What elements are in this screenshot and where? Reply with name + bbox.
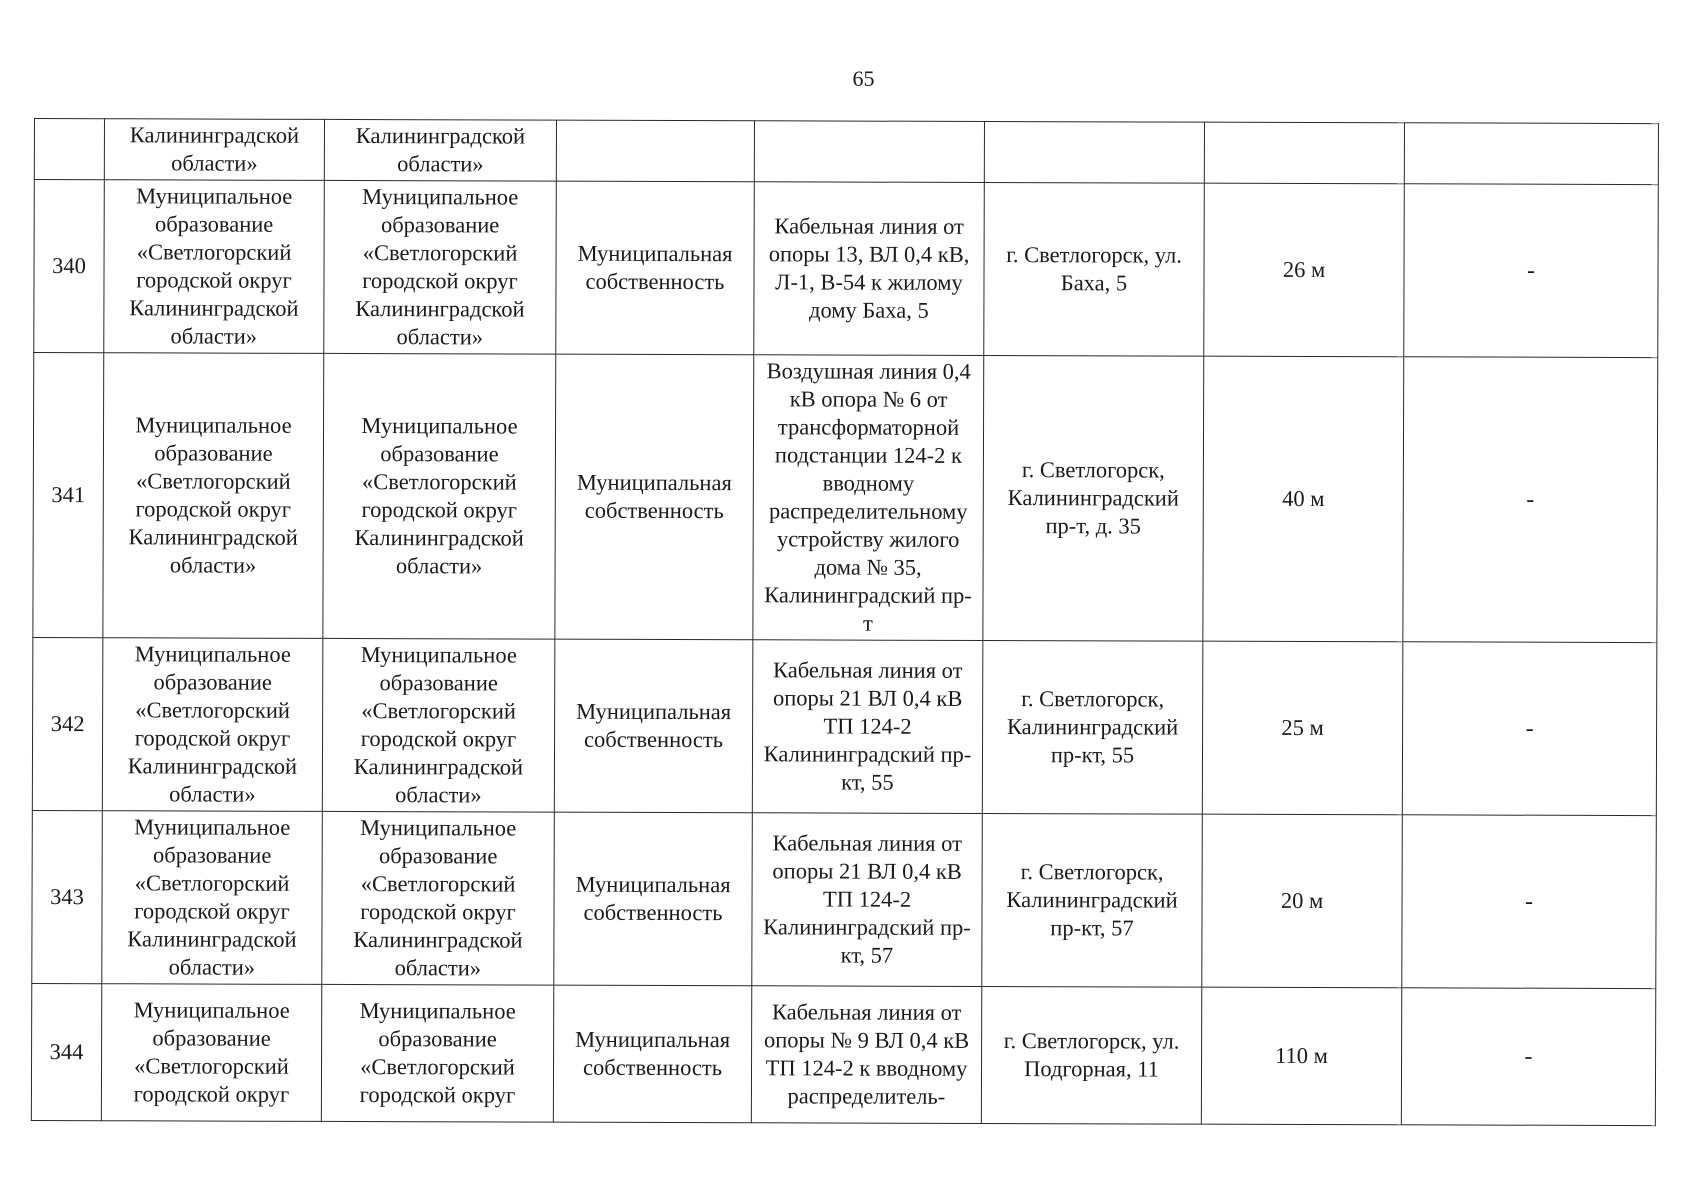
property-registry-table (31, 118, 1659, 1126)
cell-number: 341 (33, 353, 104, 638)
cell-address: г. Светлогорск, ул. Подгорная, 11 (981, 986, 1201, 1124)
cell-number: 344 (31, 983, 101, 1120)
cell-ownership: Муниципальная собственность (554, 812, 753, 986)
cell-note (1404, 123, 1658, 185)
cell-address: г. Светлогорск, Калининградский пр-кт, 55 (982, 640, 1203, 814)
table-row (34, 180, 1659, 358)
cell-owner: Муниципальное образование «Светлогорский городской округ Калининградской области» (322, 811, 555, 985)
table-row-continuation (34, 119, 1658, 185)
cell-note: - (1401, 988, 1655, 1126)
cell-object: Воздушная линия 0,4 кВ опора № 6 от трансформаторной подстанции 124-2 к вводному распределительному устройству жилого дома № 35, Калининградский пр-т (753, 355, 984, 641)
cell-object: Кабельная линия от опоры 13, ВЛ 0,4 кВ, Л-1, В-54 к жилому дому Баха, 5 (754, 182, 985, 356)
cell-note: - (1402, 815, 1657, 989)
cell-owner: Калининградской области» (324, 119, 556, 181)
cell-owner: Муниципальное образование «Светлогорский городской округ Калининградской области» (322, 638, 555, 812)
cell-holder: Муниципальное образование «Светлогорский городской округ Калининградской области» (102, 811, 323, 985)
cell-length: 26 м (1204, 183, 1405, 357)
table-row (32, 637, 1657, 815)
table-row (32, 810, 1657, 988)
cell-number (34, 119, 104, 180)
cell-object: Кабельная линия от опоры 21 ВЛ 0,4 кВ ТП 124-2 Калининградский пр-кт, 55 (752, 640, 983, 814)
cell-object: Кабельная линия от опоры 21 ВЛ 0,4 кВ ТП 124-2 Калининградский пр-кт, 57 (752, 813, 983, 987)
cell-owner: Муниципальное образование «Светлогорский городской округ Калининградской области» (324, 180, 557, 354)
cell-length: 40 м (1203, 356, 1404, 642)
cell-note: - (1402, 642, 1657, 816)
cell-holder: Калининградской области» (104, 119, 324, 181)
page-number: 65 (852, 66, 875, 91)
cell-number: 340 (34, 180, 105, 353)
cell-owner: Муниципальное образование «Светлогорский городской округ Калининградской области» (323, 353, 556, 639)
cell-ownership: Муниципальная собственность (554, 639, 753, 813)
cell-length: 110 м (1201, 987, 1401, 1125)
table-row (33, 353, 1658, 643)
cell-note: - (1403, 357, 1658, 643)
cell-address: г. Светлогорск, Калининградский пр-т, д. 35 (983, 355, 1204, 641)
cell-number: 343 (32, 810, 103, 983)
cell-length (1204, 122, 1404, 184)
cell-ownership: Муниципальная собственность (553, 985, 751, 1123)
cell-address (984, 121, 1204, 183)
cell-length: 25 м (1202, 641, 1403, 815)
table-row (31, 983, 1655, 1125)
cell-ownership (556, 120, 754, 182)
cell-owner: Муниципальное образование «Светлогорский городской округ (321, 984, 553, 1122)
cell-ownership: Муниципальная собственность (556, 181, 755, 355)
cell-length: 20 м (1202, 814, 1403, 988)
cell-note: - (1404, 184, 1659, 358)
cell-address: г. Светлогорск, ул. Баха, 5 (984, 182, 1205, 356)
cell-holder: Муниципальное образование «Светлогорский городской округ Калининградской области» (102, 638, 323, 812)
cell-object (754, 121, 984, 183)
cell-holder: Муниципальное образование «Светлогорский городской округ Калининградской области» (104, 180, 325, 354)
cell-number: 342 (32, 637, 103, 810)
cell-holder: Муниципальное образование «Светлогорский городской округ Калининградской области» (103, 353, 324, 639)
cell-address: г. Светлогорск, Калининградский пр-кт, 57 (982, 813, 1203, 987)
cell-holder: Муниципальное образование «Светлогорский городской округ (101, 984, 321, 1122)
cell-ownership: Муниципальная собственность (555, 354, 754, 640)
cell-object: Кабельная линия от опоры № 9 ВЛ 0,4 кВ ТП 124-2 к вводному распределитель- (751, 986, 981, 1124)
